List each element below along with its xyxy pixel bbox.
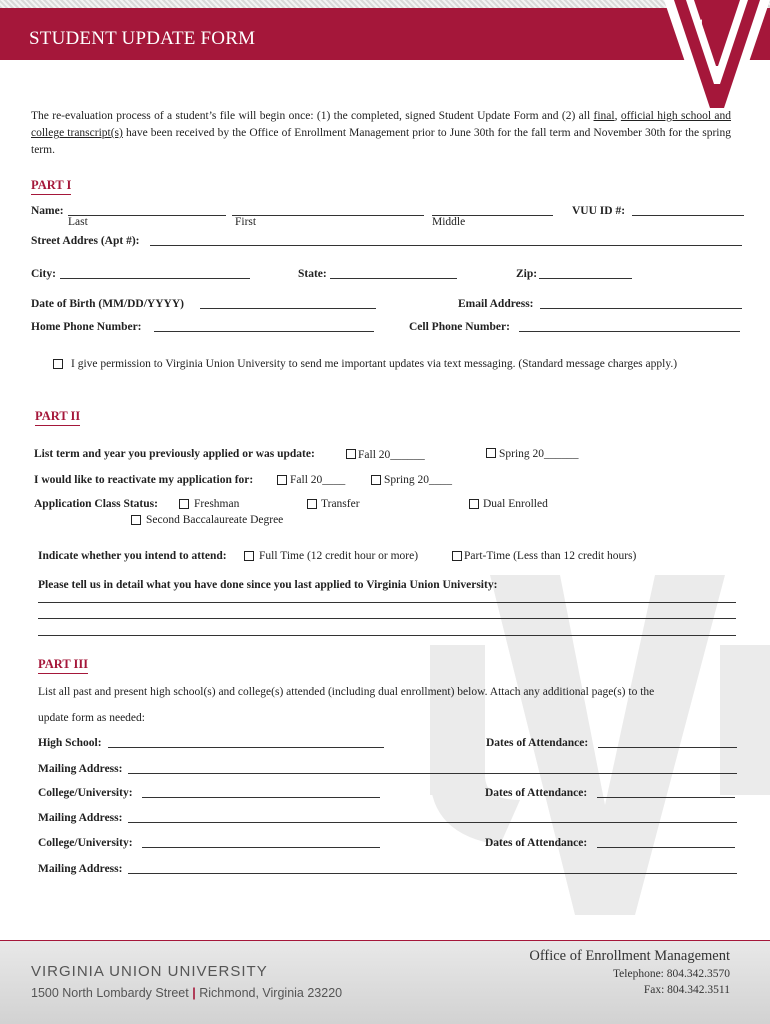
react-spring-option: Spring 20____: [384, 474, 453, 486]
footer-fax: Fax: 804.342.3511: [643, 984, 730, 996]
second-bacc-checkbox-icon[interactable]: [131, 515, 141, 525]
spring-prev-checkbox-icon[interactable]: [486, 448, 496, 458]
part-2-heading: PART II: [35, 409, 80, 426]
email-label: Email Address:: [458, 298, 534, 310]
college-2-field[interactable]: [142, 847, 380, 848]
first-name-field[interactable]: [232, 215, 424, 216]
permission-checkbox-icon[interactable]: [53, 359, 63, 369]
high-school-label: High School:: [38, 737, 102, 749]
intro-paragraph: The re-evaluation process of a student’s file will begin once: (1) the completed, signed Student Update Form and (2) all final, official high school and college transcript(s) have been received by the Office of Enrollment Management prior to June 30th for the fall term and November 30th for the spring term.: [31, 110, 732, 156]
hs-mailing-label: Mailing Address:: [38, 763, 123, 775]
dob-field[interactable]: [200, 308, 376, 309]
state-label: State:: [298, 268, 327, 280]
spring-prev-option: Spring 20______: [499, 448, 579, 460]
detail-line-3[interactable]: [38, 635, 736, 636]
college-2-mailing-label: Mailing Address:: [38, 863, 123, 875]
fall-prev-option: Fall 20______: [358, 449, 425, 461]
college-1-label: College/University:: [38, 787, 133, 799]
college-2-dates-field[interactable]: [597, 847, 735, 848]
street-field[interactable]: [150, 245, 742, 246]
first-sublabel: First: [235, 216, 257, 228]
cell-phone-field[interactable]: [519, 331, 740, 332]
name-label: Name:: [31, 205, 64, 217]
form-title: STUDENT UPDATE FORM: [29, 28, 256, 49]
reactivate-label: I would like to reactivate my application for:: [34, 474, 254, 486]
prev-term-label: List term and year you previously applied or was update:: [34, 448, 315, 460]
react-spring-checkbox-icon[interactable]: [371, 475, 381, 485]
college-1-dates-field[interactable]: [597, 797, 735, 798]
last-name-field[interactable]: [68, 215, 226, 216]
freshman-checkbox-icon[interactable]: [179, 499, 189, 509]
dob-label: Date of Birth (MM/DD/YYYY): [31, 298, 184, 310]
transfer-option: Transfer: [321, 498, 360, 510]
part-3-heading: PART III: [38, 657, 88, 674]
second-bacc-option: Second Baccalaureate Degree: [146, 514, 284, 526]
street-label: Street Addres (Apt #):: [31, 235, 140, 247]
intro-official: official high school and college transcript(s): [31, 110, 732, 139]
college-2-dates-label: Dates of Attendance:: [485, 837, 588, 849]
transfer-checkbox-icon[interactable]: [307, 499, 317, 509]
last-sublabel: Last: [68, 216, 88, 228]
page-number: 1: [697, 17, 705, 34]
hs-dates-field[interactable]: [598, 747, 737, 748]
vuu-watermark-icon: [430, 575, 770, 915]
detail-line-1[interactable]: [38, 602, 736, 603]
react-fall-checkbox-icon[interactable]: [277, 475, 287, 485]
header-band: [0, 8, 770, 60]
full-time-option: Full Time (12 credit hour or more): [259, 550, 419, 562]
react-fall-option: Fall 20____: [290, 474, 346, 486]
college-1-mailing-label: Mailing Address:: [38, 812, 123, 824]
hs-dates-label: Dates of Attendance:: [486, 737, 589, 749]
home-phone-label: Home Phone Number:: [31, 321, 142, 333]
middle-sublabel: Middle: [432, 216, 466, 228]
part-1-heading: PART I: [31, 178, 71, 195]
footer-address: 1500 North Lombardy Street | Richmond, Virginia 23220: [31, 986, 343, 1000]
college-1-dates-label: Dates of Attendance:: [485, 787, 588, 799]
vuu-id-field[interactable]: [632, 215, 744, 216]
state-field[interactable]: [330, 278, 457, 279]
college-1-field[interactable]: [142, 797, 380, 798]
dual-option: Dual Enrolled: [483, 498, 548, 510]
intro-final: final: [593, 110, 615, 122]
part-time-option: Part-Time (Less than 12 credit hours): [464, 550, 637, 562]
city-field[interactable]: [60, 278, 250, 279]
footer-university: VIRGINIA UNION UNIVERSITY: [31, 963, 268, 980]
part-3-instructions-1: List all past and present high school(s) and college(s) attended (including dual enrollment) below. Attach any additional page(s) to the: [38, 686, 655, 698]
email-field[interactable]: [540, 308, 742, 309]
footer-telephone: Telephone: 804.342.3570: [612, 968, 730, 980]
home-phone-field[interactable]: [154, 331, 374, 332]
college-1-mailing-field[interactable]: [128, 822, 737, 823]
detail-prompt: Please tell us in detail what you have done since you last applied to Virginia Union University:: [38, 579, 498, 591]
hs-mailing-field[interactable]: [128, 773, 737, 774]
class-status-label: Application Class Status:: [34, 498, 158, 510]
college-2-mailing-field[interactable]: [128, 873, 737, 874]
cell-phone-label: Cell Phone Number:: [409, 321, 510, 333]
fall-prev-checkbox-icon[interactable]: [346, 449, 356, 459]
college-2-label: College/University:: [38, 837, 133, 849]
city-label: City:: [31, 268, 56, 280]
full-time-checkbox-icon[interactable]: [244, 551, 254, 561]
part-3-instructions-2: update form as needed:: [38, 712, 145, 724]
permission-text: I give permission to Virginia Union University to send me important updates via text messaging. (Standard message charges apply.): [71, 358, 678, 370]
intend-label: Indicate whether you intend to attend:: [38, 550, 227, 562]
freshman-option: Freshman: [194, 498, 240, 510]
zip-label: Zip:: [516, 268, 538, 280]
part-time-checkbox-icon[interactable]: [452, 551, 462, 561]
high-school-field[interactable]: [108, 747, 384, 748]
top-stripe: [0, 0, 770, 8]
footer-divider: |: [192, 986, 196, 1000]
vuu-v-logo-icon: [664, 0, 770, 124]
zip-field[interactable]: [539, 278, 632, 279]
detail-line-2[interactable]: [38, 618, 736, 619]
dual-checkbox-icon[interactable]: [469, 499, 479, 509]
footer-office: Office of Enrollment Management: [529, 948, 730, 964]
vuu-id-label: VUU ID #:: [572, 205, 626, 217]
